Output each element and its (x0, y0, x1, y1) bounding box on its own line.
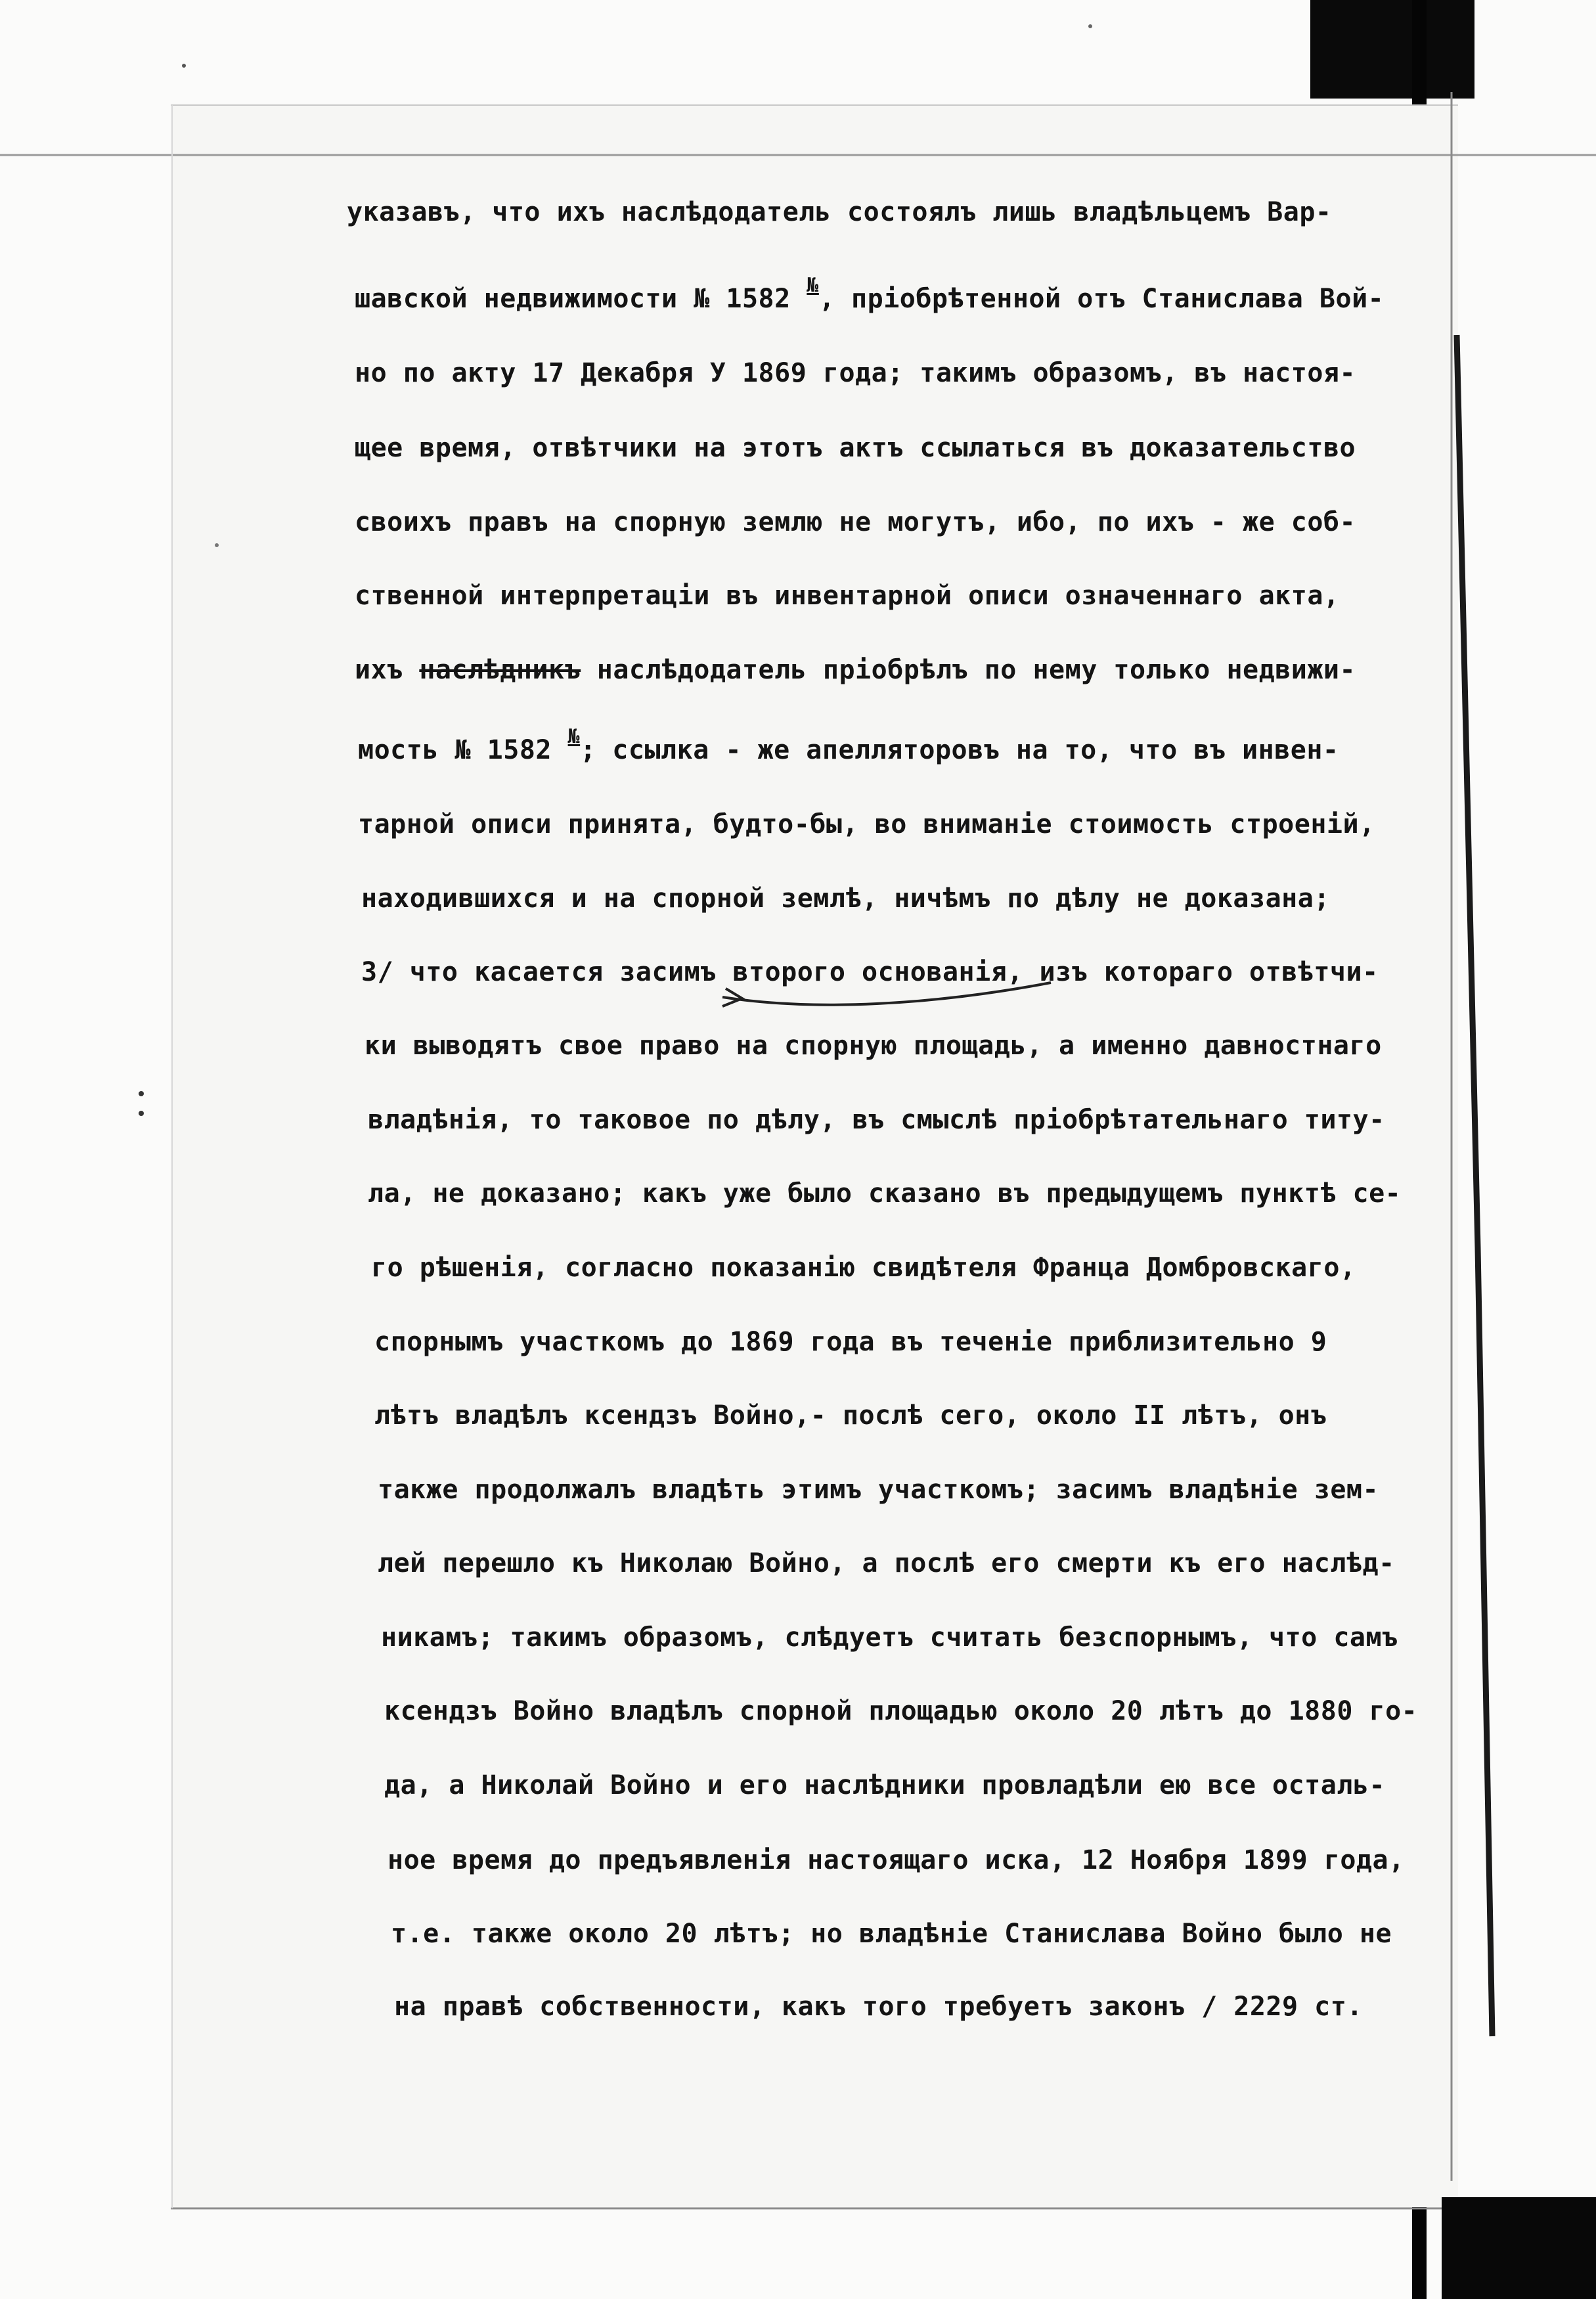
line-text: 3/ что касается засимъ второго основанія, изъ котораго отвѣтчи- (361, 957, 1379, 987)
text-line-3 (355, 360, 1356, 386)
text-line-17 (374, 1402, 1327, 1429)
line-text: лѣтъ владѣлъ ксендзъ Войно,- послѣ сего, около II лѣтъ, онъ (374, 1400, 1327, 1431)
line-text: владѣнія, то таковое по дѣлу, въ смыслѣ пріобрѣтательнаго титу- (368, 1105, 1385, 1135)
line-text: своихъ правъ на спорную землю не могутъ, ибо, по ихъ - же соб- (355, 507, 1356, 537)
line-text-tail: ; ссылка - же апелляторовъ на то, что въ инвен- (580, 735, 1339, 765)
line-text: спорнымъ участкомъ до 1869 года въ теченіе приблизительно 9 (374, 1327, 1327, 1357)
text-line-14 (368, 1180, 1401, 1207)
text-line-5 (355, 509, 1356, 535)
line-text: тарной описи принята, будто-бы, во вниманіе стоимость строеній, (358, 809, 1375, 839)
text-line-9 (358, 811, 1375, 837)
text-line-18 (378, 1477, 1379, 1503)
line-text: го рѣшенія, согласно показанію свидѣтеля Франца Домбровскаго, (371, 1253, 1356, 1283)
line-text: никамъ; такимъ образомъ, слѣдуетъ считать безспорнымъ, что самъ (381, 1622, 1398, 1653)
line-text: ихъ (355, 655, 420, 685)
text-line-20 (381, 1624, 1398, 1651)
text-line-15 (371, 1255, 1356, 1281)
text-line-22 (384, 1772, 1385, 1798)
line-text: указавъ, что ихъ наслѣдодатель состоялъ лишь владѣльцемъ Вар- (347, 197, 1332, 227)
text-line-7 (355, 657, 1356, 683)
text-line-10 (361, 885, 1330, 912)
line-text: мость № 1582 (358, 735, 568, 765)
line-text: лей перешло къ Николаю Войно, а послѣ его смерти къ его наслѣд- (378, 1548, 1395, 1578)
text-line-1 (347, 199, 1332, 225)
line-text: ственной интерпретаціи въ инвентарной описи означеннаго акта, (355, 581, 1340, 611)
line-text: ное время до предъявленія настоящаго иска, 12 Ноября 1899 года, (388, 1845, 1405, 1875)
text-line-19 (378, 1550, 1395, 1576)
text-line-13 (368, 1107, 1385, 1133)
line-text: ла, не доказано; какъ уже было сказано въ предыдущемъ пунктѣ се- (368, 1178, 1402, 1209)
struck-word: наслѣдникъ (419, 655, 581, 685)
line-text: также продолжалъ владѣть этимъ участкомъ; засимъ владѣніе зем- (378, 1475, 1379, 1505)
line-text: шавской недвижимости № 1582 (355, 284, 807, 314)
line-text: но по акту 17 Декабря У 1869 года; такимъ образомъ, въ настоя- (355, 358, 1356, 388)
line-text: т.е. также около 20 лѣтъ; но владѣніе Станислава Войно было не (391, 1919, 1392, 1949)
line-text: щее время, отвѣтчики на этотъ актъ ссылаться въ доказательство (355, 433, 1356, 463)
text-line-25 (394, 1994, 1363, 2020)
text-line-2 (355, 274, 1385, 314)
line-text: находившихся и на спорной землѣ, ничѣмъ по дѣлу не доказана; (361, 883, 1330, 914)
line-text-tail: , пріобрѣтенной отъ Станислава Вой- (818, 284, 1385, 314)
text-line-23 (388, 1847, 1405, 1873)
text-line-4 (355, 435, 1356, 461)
line-text: ксендзъ Войно владѣлъ спорной площадью около 20 лѣтъ до 1880 го- (384, 1696, 1418, 1726)
numero-superscript: № (807, 274, 819, 297)
line-text: ки выводятъ свое право на спорную площадь, а именно давностнаго (365, 1031, 1382, 1061)
text-line-11 (361, 959, 1379, 985)
line-text: на правѣ собственности, какъ того требуетъ законъ / 2229 ст. (394, 1992, 1363, 2022)
text-line-24 (391, 1921, 1392, 1947)
line-text: да, а Николай Войно и его наслѣдники провладѣли ею все осталь- (384, 1770, 1386, 1800)
text-line-16 (374, 1329, 1327, 1355)
text-line-12 (365, 1033, 1382, 1059)
text-line-21 (384, 1698, 1417, 1724)
line-text-tail: наслѣдодатель пріобрѣлъ по нему только недвижи- (581, 655, 1356, 685)
numero-superscript: № (567, 725, 581, 748)
text-line-6 (355, 583, 1340, 609)
text-line-8 (358, 725, 1339, 765)
